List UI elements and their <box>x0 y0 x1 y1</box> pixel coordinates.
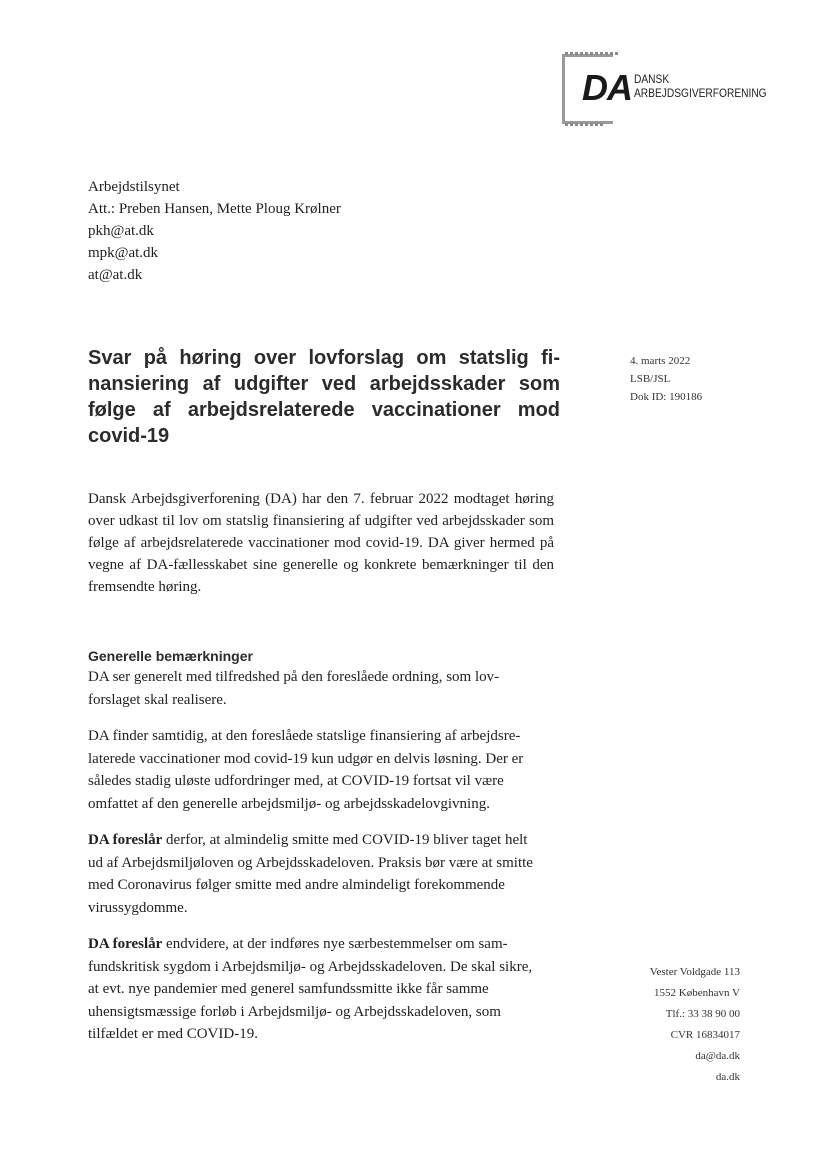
da-logo <box>558 48 767 126</box>
logo-name <box>634 72 767 100</box>
document-date: 4. marts 2022 <box>630 355 691 367</box>
paragraph-text: DA ser generelt med tilfredshed på den foreslåede ordning, som lovforslaget skal realisere. <box>88 669 500 708</box>
recipient-email: pkh@at.dk <box>88 223 154 239</box>
body-paragraph <box>88 829 540 919</box>
body-paragraphs <box>88 666 540 1046</box>
document-id: Dok ID: 190186 <box>630 391 703 403</box>
section-heading: Generelle bemærkninger <box>88 648 253 664</box>
logo-name-line2: ARBEJDSGIVERFORENING <box>634 86 767 100</box>
address-phone: Tlf.: 33 38 90 00 <box>665 1008 740 1020</box>
address-cvr: CVR 16834017 <box>670 1029 740 1041</box>
sender-address <box>650 962 740 1088</box>
document-meta <box>630 352 702 406</box>
intro-paragraph: Dansk Arbejdsgiverforening (DA) har den 7. februar 2022 modtaget høring over udkast til lov om statslig finansiering af udgifter ved arbejdsskader som følge af arbejdsrelaterede vaccinationer mod covid-19. DA giver hermed på vegne af DA-fællesskabet sine generelle og konkrete bemærkninger til den fremsendte høring. <box>88 491 554 595</box>
recipient-block <box>88 176 341 286</box>
paragraph-text: endvidere, at der indføres nye særbestemmelser om samfundskritisk sygdom i Arbejdsmiljø- og Arbejdsskadeloven. De skal sikre, at evt. nye pandemier med generel samfundssmitte ikke får samme uhensigtsmæssige forløb i Arbejdsmiljø- og Arbejdsskadeloven, som tilfældet er med COVID-19. <box>88 936 533 1042</box>
body-paragraph <box>88 933 540 1046</box>
body-paragraph <box>88 725 540 815</box>
address-web: da.dk <box>715 1071 740 1083</box>
recipient-org: Arbejdstilsynet <box>88 179 180 195</box>
document-initials: LSB/JSL <box>630 373 671 385</box>
paragraph-lead: DA foreslår <box>88 936 163 952</box>
address-email: da@da.dk <box>695 1050 740 1062</box>
recipient-attention: Att.: Preben Hansen, Mette Ploug Krølner <box>88 201 341 217</box>
recipient-email: mpk@at.dk <box>88 245 159 261</box>
recipient-email: at@at.dk <box>88 267 143 283</box>
address-city: 1552 København V <box>654 987 740 999</box>
logo-name-line1: DANSK <box>634 72 670 86</box>
paragraph-text: DA finder samtidig, at den foreslåede statslige finansiering af arbejdsrelaterede vaccinationer mod covid-19 kun udgør en delvis løsning. Der er således stadig uløste udfordringer med, at COVID-19 fortsat vil være omfattet af den generelle arbejdsmiljø- og arbejdsskadelovgivning. <box>88 728 524 812</box>
document-title: Svar på høring over lovforslag om statslig finansiering af udgifter ved arbejdsskader som følge af arbejdsrelaterede vaccinationer mod covid-19 <box>88 347 560 447</box>
address-street: Vester Voldgade 113 <box>649 966 740 978</box>
paragraph-lead: DA foreslår <box>88 832 163 848</box>
paragraph-text: derfor, at almindelig smitte med COVID-19 bliver taget helt ud af Arbejdsmiljøloven og Arbejdsskadeloven. Praksis bør være at smitte med Coronavirus følger smitte med andre almindeligt forekommende virussygdomme. <box>88 832 533 916</box>
logo-mark: DA <box>582 67 632 108</box>
body-paragraph <box>88 666 540 711</box>
